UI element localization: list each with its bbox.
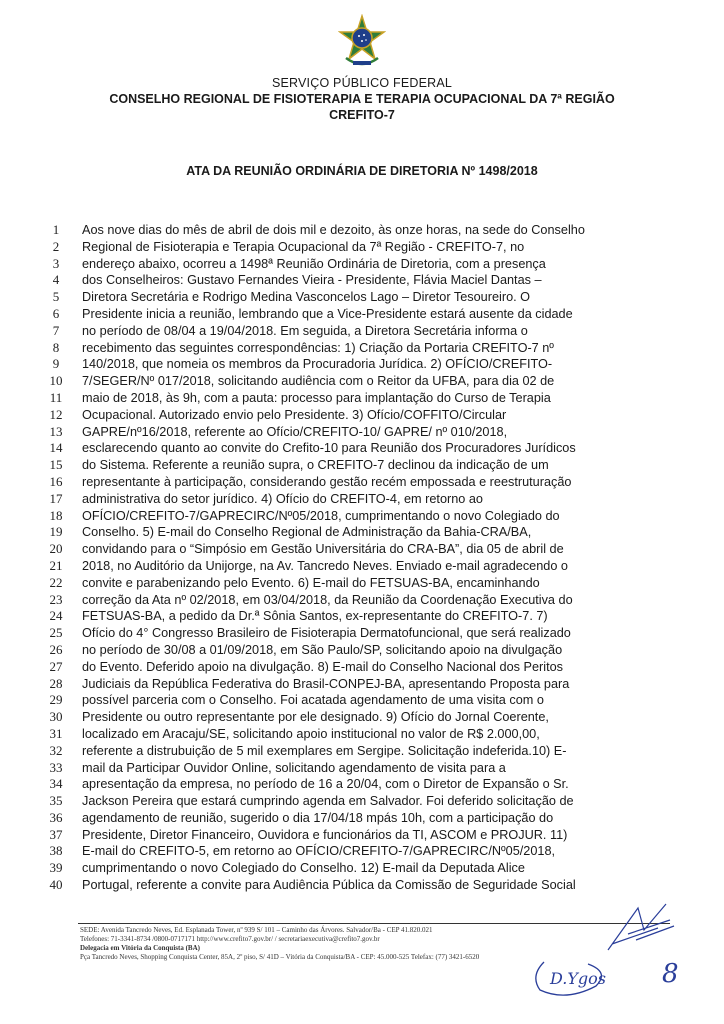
- numbered-line: [42, 860, 672, 877]
- line-number: 10: [49, 373, 63, 389]
- line-number: 28: [49, 675, 63, 691]
- numbered-line: [42, 524, 672, 541]
- numbered-line: [42, 625, 672, 642]
- numbered-line: [42, 810, 672, 827]
- service-heading: SERVIÇO PÚBLICO FEDERAL: [271, 76, 453, 90]
- footer-branch-title: Delegacia em Vitória da Conquista (BA): [80, 944, 200, 952]
- numbered-line: [42, 424, 672, 441]
- line-text: Jackson Pereira que estará cumprindo agenda em Salvador. Foi deferido solicitação de: [82, 794, 574, 809]
- numbered-line: [42, 390, 672, 407]
- line-number: 15: [49, 457, 63, 473]
- line-number: 38: [49, 843, 63, 859]
- footer-contacts: Telefones: 71-3341-8734 /0800-0717171 http://www.crefito7.gov.br/ / secretariaexecutiva@crefito7.gov.br: [80, 935, 380, 943]
- line-text: apresentação da empresa, no período de 16 a 20/04, com o Diretor de Expansão o Sr.: [82, 777, 569, 792]
- line-text: convidando para o “Simpósio em Gestão Universitária do CRA-BA”, dia 05 de abril de: [82, 542, 564, 557]
- handwritten-initials: [526, 950, 616, 1000]
- line-number: 26: [49, 641, 63, 657]
- numbered-line: [42, 659, 672, 676]
- line-number: 17: [49, 490, 63, 506]
- handwritten-mark: [654, 952, 694, 992]
- line-text: Ocupacional. Autorizado envio pelo Presidente. 3) Ofício/COFFITO/Circular: [82, 407, 507, 422]
- line-text: 2018, no Auditório da Unijorge, na Av. Tancredo Neves. Enviado e-mail agradecendo o: [82, 558, 568, 573]
- numbered-line: [42, 877, 672, 894]
- line-number: 7: [52, 322, 60, 338]
- line-number: 27: [49, 658, 63, 674]
- numbered-line: [42, 457, 672, 474]
- line-text: cumprimentando o novo Colegiado do Conselho. 12) E-mail da Deputada Alice: [82, 861, 525, 876]
- minutes-body: [42, 222, 672, 894]
- numbered-line: [42, 222, 672, 239]
- numbered-line: [42, 642, 672, 659]
- line-text: Presidente ou outro representante por ele designado. 9) Ofício do Jornal Coerente,: [82, 710, 549, 725]
- line-number: 13: [49, 423, 63, 439]
- line-text: E-mail do CREFITO-5, em retorno ao OFÍCIO/CREFITO-7/GAPRECIRC/Nº05/2018,: [82, 844, 556, 859]
- line-text: Conselho. 5) E-mail do Conselho Regional de Administração da Bahia-CRA/BA,: [82, 525, 532, 540]
- council-heading: CONSELHO REGIONAL DE FISIOTERAPIA E TERAPIA OCUPACIONAL DA 7ª REGIÃO: [109, 92, 615, 106]
- numbered-line: [42, 306, 672, 323]
- line-text: Presidente, Diretor Financeiro, Ouvidora e funcionários da TI, ASCOM e PROJUR. 11): [82, 827, 568, 842]
- line-text: do Sistema. Referente a reunião supra, o CREFITO-7 declinou da indicação de um: [82, 458, 549, 473]
- numbered-line: [42, 760, 672, 777]
- line-text: 140/2018, que nomeia os membros da Procuradoria Jurídica. 2) OFÍCIO/CREFITO-: [82, 357, 553, 372]
- line-number: 3: [52, 255, 60, 271]
- line-text: Portugal, referente a convite para Audiência Pública da Comissão de Seguridade Social: [82, 878, 576, 893]
- line-text: Regional de Fisioterapia e Terapia Ocupacional da 7ª Região - CREFITO-7, no: [82, 239, 525, 254]
- line-text: convite e parabenizando pelo Evento. 6) E-mail do FETSUAS-BA, encaminhando: [82, 575, 540, 590]
- line-text: referente a distrubuição de 5 mil exemplares em Sergipe. Solicitação indeferida.10) E-: [82, 743, 567, 758]
- numbered-line: [42, 843, 672, 860]
- svg-text:D.Ygos: D.Ygos: [550, 969, 606, 988]
- numbered-line: [42, 289, 672, 306]
- numbered-line: [42, 272, 672, 289]
- line-number: 23: [49, 591, 63, 607]
- line-number: 32: [49, 742, 63, 758]
- numbered-line: [42, 692, 672, 709]
- numbered-line: [42, 793, 672, 810]
- footer-branch-address: Pça Tancredo Neves, Shopping Conquista Center, 85A, 2º piso, S/ 41D – Vitória da Conquista/BA - CEP: 45.000-525 Telefax: (77) 3421-6520: [80, 953, 480, 961]
- numbered-line: [42, 558, 672, 575]
- line-number: 11: [49, 389, 63, 405]
- line-number: 35: [49, 793, 63, 809]
- line-text: dos Conselheiros: Gustavo Fernandes Vieira - Presidente, Flávia Maciel Dantas –: [82, 273, 542, 288]
- line-number: 24: [49, 608, 63, 624]
- numbered-line: [42, 592, 672, 609]
- line-text: maio de 2018, às 9h, com a pauta: processo para implantação do Curso de Terapia: [82, 390, 551, 405]
- line-number: 6: [52, 305, 60, 321]
- line-number: 25: [49, 625, 63, 641]
- line-number: 20: [49, 541, 63, 557]
- line-number: 34: [49, 776, 63, 792]
- line-number: 29: [49, 692, 63, 708]
- numbered-line: [42, 340, 672, 357]
- numbered-line: [42, 743, 672, 760]
- line-number: 1: [52, 222, 60, 237]
- line-text: Judiciais da República Federativa do Brasil-CONPEJ-BA, apresentando Proposta para: [82, 676, 570, 691]
- line-number: 5: [52, 289, 60, 305]
- numbered-line: [42, 508, 672, 525]
- line-number: 31: [49, 725, 63, 741]
- line-text: mail da Participar Ouvidor Online, solicitando agendamento de visita para a: [82, 760, 506, 775]
- line-text: correção da Ata nº 02/2018, em 03/04/2018, da Reunião da Coordenação Executiva do: [82, 592, 573, 607]
- line-number: 40: [49, 877, 63, 893]
- line-text: Aos nove dias do mês de abril de dois mil e dezoito, às onze horas, na sede do Conselho: [82, 223, 585, 237]
- footer-address: SEDE: Avenida Tancredo Neves, Ed. Esplanada Tower, nº 939 S/ 101 – Caminho das Árvores. Salvador/Ba - CEP 41.820.021: [80, 926, 433, 934]
- numbered-line: [42, 356, 672, 373]
- numbered-line: [42, 608, 672, 625]
- document-title: ATA DA REUNIÃO ORDINÁRIA DE DIRETORIA Nº 1498/2018: [186, 164, 538, 178]
- line-number: 19: [49, 524, 63, 540]
- numbered-line: [42, 709, 672, 726]
- line-number: 39: [49, 860, 63, 876]
- coat-of-arms-emblem: [338, 14, 386, 72]
- line-number: 18: [49, 507, 63, 523]
- numbered-line: [42, 726, 672, 743]
- line-number: 22: [49, 574, 63, 590]
- line-number: 14: [49, 440, 63, 456]
- numbered-line: [42, 827, 672, 844]
- numbered-line: [42, 373, 672, 390]
- line-text: localizado em Aracaju/SE, solicitando apoio institucional no valor de R$ 2.000,00,: [82, 726, 540, 741]
- line-number: 30: [49, 709, 63, 725]
- line-text: 7/SEGER/Nº 017/2018, solicitando audiência com o Reitor da UFBA, para dia 02 de: [82, 374, 555, 389]
- line-number: 9: [52, 356, 60, 372]
- numbered-line: [42, 575, 672, 592]
- line-number: 4: [52, 272, 60, 288]
- line-text: representante à participação, considerando gestão recém empossada e reestruturação: [82, 474, 572, 489]
- numbered-line: [42, 491, 672, 508]
- line-number: 33: [49, 759, 63, 775]
- line-number: 2: [52, 238, 60, 254]
- line-number: 21: [49, 557, 63, 573]
- numbered-line: [42, 256, 672, 273]
- numbered-line: [42, 474, 672, 491]
- line-text: recebimento das seguintes correspondências: 1) Criação da Portaria CREFITO-7 nº: [82, 340, 554, 355]
- line-number: 12: [49, 406, 63, 422]
- line-text: no período de 08/04 a 19/04/2018. Em seguida, a Diretora Secretária informa o: [82, 323, 528, 338]
- line-text: Diretora Secretária e Rodrigo Medina Vasconcelos Lago – Diretor Tesoureiro. O: [82, 290, 531, 305]
- footer-divider: [78, 923, 670, 924]
- line-text: FETSUAS-BA, a pedido da Dr.ª Sônia Santos, ex-representante do CREFITO-7. 7): [82, 609, 548, 624]
- line-text: agendamento de reunião, sugerido o dia 17/04/18 mpás 10h, com a participação do: [82, 810, 554, 825]
- line-text: endereço abaixo, ocorreu a 1498ª Reunião Ordinária de Diretoria, com a presença: [82, 256, 546, 271]
- line-text: possível parceria com o Conselho. Foi acatada agendamento de uma visita com o: [82, 693, 544, 708]
- line-text: administrativa do setor jurídico. 4) Ofício do CREFITO-4, em retorno ao: [82, 491, 483, 506]
- council-acronym: CREFITO-7: [329, 108, 395, 122]
- line-text: no período de 30/08 a 01/09/2018, em São Paulo/SP, solicitando apoio na divulgação: [82, 642, 563, 657]
- line-text: Presidente inicia a reunião, lembrando que a Vice-Presidente estará ausente da cidade: [82, 306, 573, 321]
- numbered-line: [42, 323, 672, 340]
- svg-text:8: 8: [662, 959, 679, 989]
- numbered-line: [42, 440, 672, 457]
- line-number: 8: [52, 339, 60, 355]
- line-number: 37: [49, 826, 63, 842]
- line-number: 36: [49, 809, 63, 825]
- line-text: OFÍCIO/CREFITO-7/GAPRECIRC/Nº05/2018, cumprimentando o novo Colegiado do: [82, 508, 560, 523]
- numbered-line: [42, 541, 672, 558]
- line-number: 16: [49, 473, 63, 489]
- line-text: Ofício do 4° Congresso Brasileiro de Fisioterapia Dermatofuncional, que será realizado: [82, 626, 571, 641]
- numbered-line: [42, 239, 672, 256]
- numbered-line: [42, 776, 672, 793]
- line-text: esclarecendo quanto ao convite do Crefito-10 para Reunião dos Procuradores Jurídicos: [82, 441, 576, 456]
- numbered-line: [42, 407, 672, 424]
- line-text: GAPRE/nº16/2018, referente ao Ofício/CREFITO-10/ GAPRE/ nº 010/2018,: [82, 424, 508, 439]
- numbered-line: [42, 676, 672, 693]
- line-text: do Evento. Deferido apoio na divulgação. 8) E-mail do Conselho Nacional dos Peritos: [82, 659, 563, 674]
